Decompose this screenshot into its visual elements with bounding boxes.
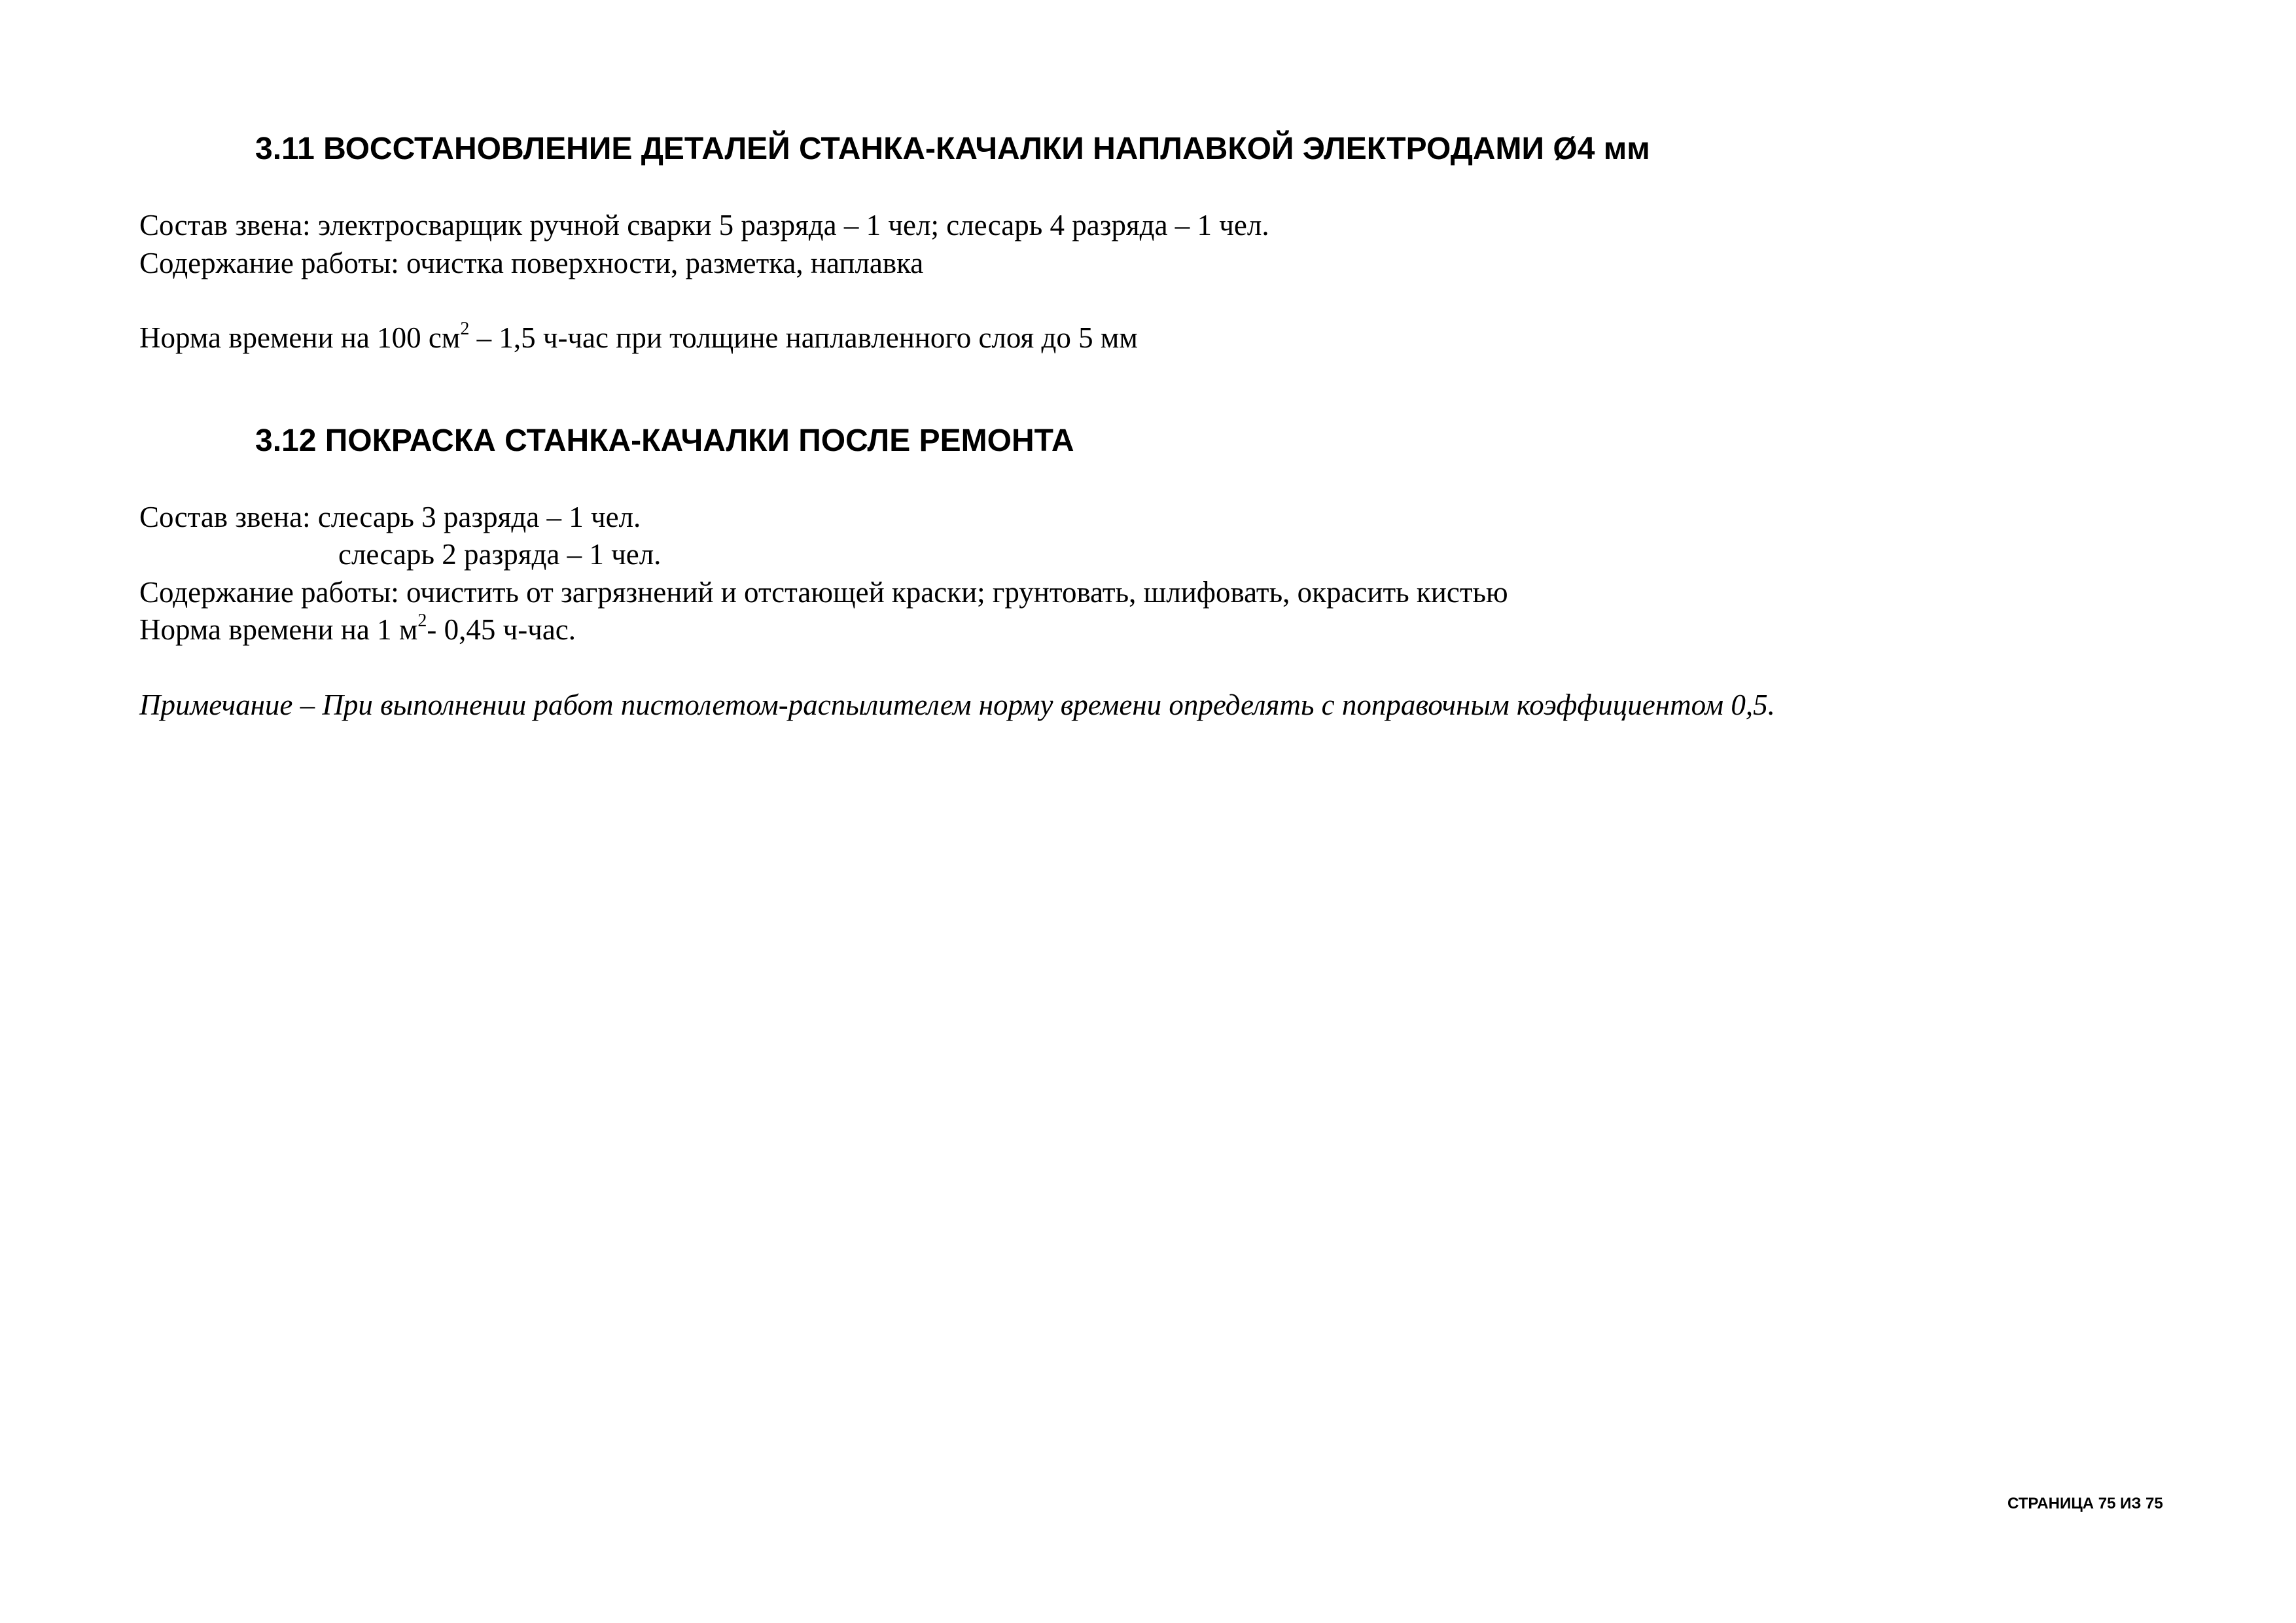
section-3-12-title: 3.12 ПОКРАСКА СТАНКА-КАЧАЛКИ ПОСЛЕ РЕМОНТА xyxy=(255,423,1074,458)
section-3-12-norm-value: - 0,45 ч-час. xyxy=(427,613,576,646)
section-3-12-work: Содержание работы: очистить от загрязнений и отстающей краски; грунтовать, шлифовать, окрасить кистью xyxy=(139,576,1508,609)
section-3-12-norm-superscript: 2 xyxy=(417,611,427,631)
section-3-11-norm-text: Норма времени на 100 см xyxy=(139,321,461,354)
section-3-12-crew-line1: Состав звена: слесарь 3 разряда – 1 чел. xyxy=(139,501,641,533)
section-3-12-note: Примечание – При выполнении работ пистолетом-распылителем норму времени определять с поправочным коэффициентом 0,5. xyxy=(139,688,1775,721)
section-3-11-title: 3.11 ВОССТАНОВЛЕНИЕ ДЕТАЛЕЙ СТАНКА-КАЧАЛКИ НАПЛАВКОЙ ЭЛЕКТРОДАМИ Ø4 мм xyxy=(255,132,1650,166)
page-number: СТРАНИЦА 75 ИЗ 75 xyxy=(2007,1495,2163,1512)
section-3-11-norm-superscript: 2 xyxy=(460,319,470,339)
section-3-12-norm-text: Норма времени на 1 м xyxy=(139,613,418,646)
section-3-12-crew-line2: слесарь 2 разряда – 1 чел. xyxy=(338,538,662,571)
section-3-12-norm xyxy=(139,611,576,646)
section-3-11-work: Содержание работы: очистка поверхности, разметка, наплавка xyxy=(139,247,924,279)
section-3-11-norm xyxy=(139,319,1138,354)
section-3-11-crew: Состав звена: электросварщик ручной сварки 5 разряда – 1 чел; слесарь 4 разряда – 1 чел. xyxy=(139,209,1269,241)
section-3-11-norm-value: – 1,5 ч-час при толщине наплавленного слоя до 5 мм xyxy=(469,321,1138,354)
